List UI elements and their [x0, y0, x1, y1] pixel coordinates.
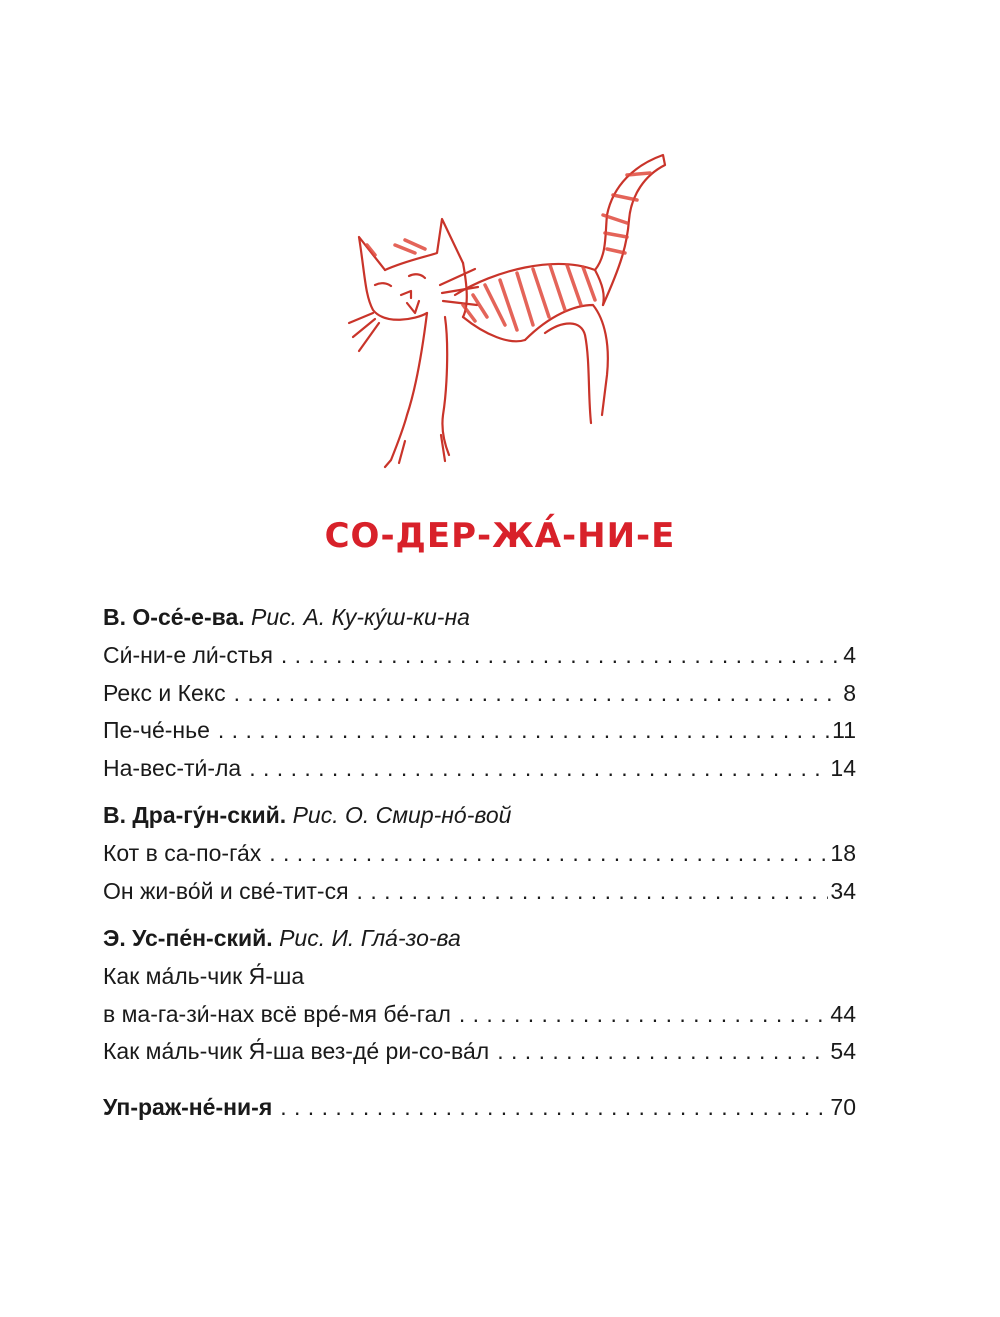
- toc-entry[interactable]: [103, 1033, 856, 1071]
- section-heading: [103, 918, 856, 958]
- toc-entry[interactable]: [103, 835, 856, 873]
- entry-title: Он жи-во́й и све́-тит-ся: [103, 877, 349, 904]
- entry-title: Си́-ни-е ли́-стья: [103, 642, 273, 668]
- page-number: 11: [832, 717, 856, 743]
- page-number: 18: [830, 840, 856, 866]
- toc-entry-exercises[interactable]: [103, 1089, 856, 1127]
- entry-title: На-вес-ти́-ла: [103, 754, 242, 781]
- illustrator-credit: Рис. О. Смир-но́-вой: [292, 802, 512, 828]
- section-heading: [103, 597, 856, 637]
- dot-leader: [234, 675, 842, 713]
- page-number: 4: [843, 642, 856, 668]
- toc-section-dragunsky: [103, 795, 856, 910]
- page-number: 8: [843, 679, 856, 706]
- author-name: В. О-се́-е-ва.: [103, 604, 245, 630]
- dot-leader: [269, 835, 828, 873]
- dot-leader: [497, 1033, 828, 1071]
- toc-entry[interactable]: [103, 873, 856, 911]
- dot-leader: [281, 637, 841, 675]
- dot-leader: [218, 712, 830, 750]
- page-number: 70: [830, 1093, 856, 1120]
- dot-leader: [249, 750, 828, 788]
- page-title: СО-ДЕР-ЖА́-НИ-Е: [324, 516, 676, 556]
- dot-leader: [280, 1089, 828, 1127]
- table-of-contents: [103, 597, 856, 1126]
- entry-title: Пе-че́-нье: [103, 717, 210, 743]
- section-heading: [103, 795, 856, 835]
- page-number: 54: [830, 1038, 856, 1064]
- toc-entry[interactable]: [103, 712, 856, 750]
- toc-entry[interactable]: [103, 750, 856, 788]
- cat-illustration: [345, 145, 685, 480]
- entry-title: Рекс и Кекс: [103, 679, 226, 706]
- entry-title-line[interactable]: Как ма́ль-чик Я́-ша: [103, 963, 305, 989]
- toc-entry[interactable]: [103, 996, 856, 1034]
- dot-leader: [357, 873, 829, 911]
- toc-entry[interactable]: [103, 637, 856, 675]
- entry-title: Уп-раж-не́-ни-я: [103, 1093, 273, 1120]
- entry-title: Как ма́ль-чик Я́-ша вез-де́ ри-со-ва́л: [103, 1038, 490, 1064]
- author-name: В. Дра-гу́н-ский.: [103, 802, 287, 828]
- illustrator-credit: Рис. А. Ку-ку́ш-ки-на: [251, 604, 470, 630]
- toc-entry[interactable]: [103, 675, 856, 713]
- toc-section-oseeva: [103, 597, 856, 787]
- toc-section-uspensky: [103, 918, 856, 1071]
- dot-leader: [459, 996, 829, 1034]
- page-number: 44: [830, 1000, 856, 1027]
- entry-title: Кот в са-по-га́х: [103, 840, 262, 866]
- page-number: 14: [830, 754, 856, 781]
- author-name: Э. Ус-пе́н-ский.: [103, 925, 273, 951]
- entry-title: в ма-га-зи́-нах всё вре́-мя бе́-гал: [103, 1000, 451, 1027]
- illustrator-credit: Рис. И. Гла́-зо-ва: [279, 925, 461, 951]
- page-number: 34: [830, 877, 856, 904]
